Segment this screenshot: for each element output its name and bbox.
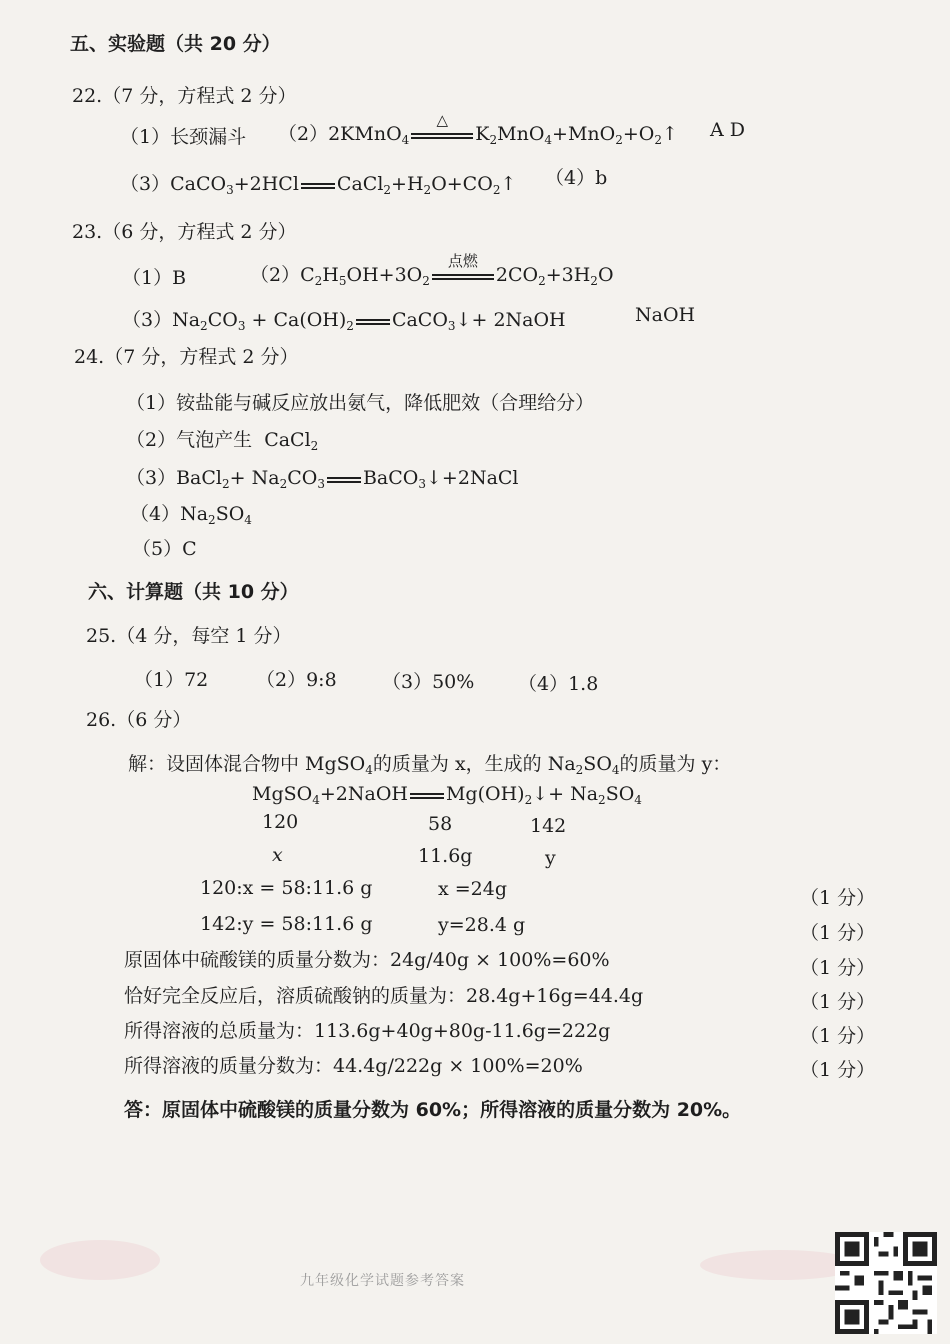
q25-answer-1: （1）72 [134,669,209,691]
paper-stain [40,1240,160,1280]
equals-sign-heating: △ [411,122,473,146]
q23-answer-1: （1）B [122,267,187,289]
q22-answer-3-equation: （3）CaCO$_3$+2HCl $CaCl_2+H_2O+CO_2↑$ [120,173,517,197]
q26-line-na2so4-mass: 恰好完全反应后，溶质硫酸钠的质量为：28.4g+16g=44.4g [124,985,644,1007]
q26-solution-setup: 解：设固体混合物中 MgSO$_4$的质量为 x，生成的 $Na_2SO_4$的质量为 y： [128,753,732,777]
q22-heading: 22.（7 分，方程式 2 分） [72,85,297,107]
q26-final-answer: 答：原固体中硫酸镁的质量分数为 60%；所得溶液的质量分数为 20%。 [124,1099,742,1121]
q26-molar-mass-1: 120 [262,811,299,833]
q26-point-6: （1 分） [800,1059,876,1081]
section-6-title: 六、计算题（共 10 分） [88,581,299,603]
q23-answer-3-product: NaOH [635,304,696,326]
q24-answer-5: （5）C [132,538,197,560]
page-footer: 九年级化学试题参考答案 [300,1273,465,1289]
q26-line-solution-fraction: 所得溶液的质量分数为：44.4g/222g × 100%=20% [124,1055,583,1077]
q26-molar-mass-2: 58 [428,813,453,835]
q25-answer-4: （4）1.8 [518,673,599,695]
q26-ratio-2: 142:y = 58:11.6 g [200,913,373,935]
q25-answer-2: （2）9:8 [256,669,337,691]
q26-molar-mass-3: 142 [530,815,567,837]
q22-answer-2-choice: A D [710,119,745,141]
q26-reaction-equation: MgSO$_4$+2NaOH $Mg(OH)_2↓+ Na_2SO_4$ [252,783,642,807]
q22-answer-2-equation: （2）2KMnO$_4$ △ $K_2MnO_4+MnO_2+O_2↑$ [278,111,678,147]
q26-var-y: y [545,847,556,869]
q26-point-1: （1 分） [800,887,876,909]
q26-heading: 26.（6 分） [86,709,192,731]
section-5-title: 五、实验题（共 20 分） [70,33,281,55]
q26-point-4: （1 分） [800,991,876,1013]
q24-answer-1: （1）铵盐能与碱反应放出氨气，降低肥效（合理给分） [126,392,595,414]
q22-answer-1: （1）长颈漏斗 [120,126,247,148]
q26-line-mgso4-fraction: 原固体中硫酸镁的质量分数为：24g/40g × 100%=60% [124,949,610,971]
equals-sign-ignite: 点燃 [432,263,494,287]
q23-answer-3-equation: $(3)Na_2CO_3 + Ca(OH)_2$ CaCO$_3$↓+ 2NaOH [122,309,566,333]
q26-line-solution-mass: 所得溶液的总质量为：113.6g+40g+80g-11.6g=222g [124,1020,611,1042]
q26-var-mass: 11.6g [418,845,473,867]
q26-point-3: （1 分） [800,957,876,979]
q26-ratio-1-result: x =24g [438,878,508,900]
q24-answer-4: $(4)Na_2SO_4$ [130,503,252,527]
q23-heading: 23.（6 分，方程式 2 分） [72,221,297,243]
q26-ratio-1: 120:x = 58:11.6 g [200,877,373,899]
qr-code-icon [835,1232,937,1334]
q24-answer-3-equation: （3）BaCl$_2$+ $Na_2CO_3$ BaCO$_3$↓+2NaCl [126,467,519,491]
q26-var-x: x [272,844,283,866]
q26-point-2: （1 分） [800,922,876,944]
q26-point-5: （1 分） [800,1025,876,1047]
q23-answer-2-equation: $(2)C_2H_5OH+3O_2$ 点燃 $2CO_2+3H_2O$ [250,252,614,288]
q24-answer-2: （2）气泡产生 CaCl$_2$ [126,429,319,453]
q22-answer-4: （4）b [545,167,608,189]
q24-heading: 24.（7 分，方程式 2 分） [74,346,299,368]
q25-answer-3: （3）50% [382,671,475,693]
q25-heading: 25.（4 分，每空 1 分） [86,625,292,647]
q26-ratio-2-result: y=28.4 g [438,914,526,936]
